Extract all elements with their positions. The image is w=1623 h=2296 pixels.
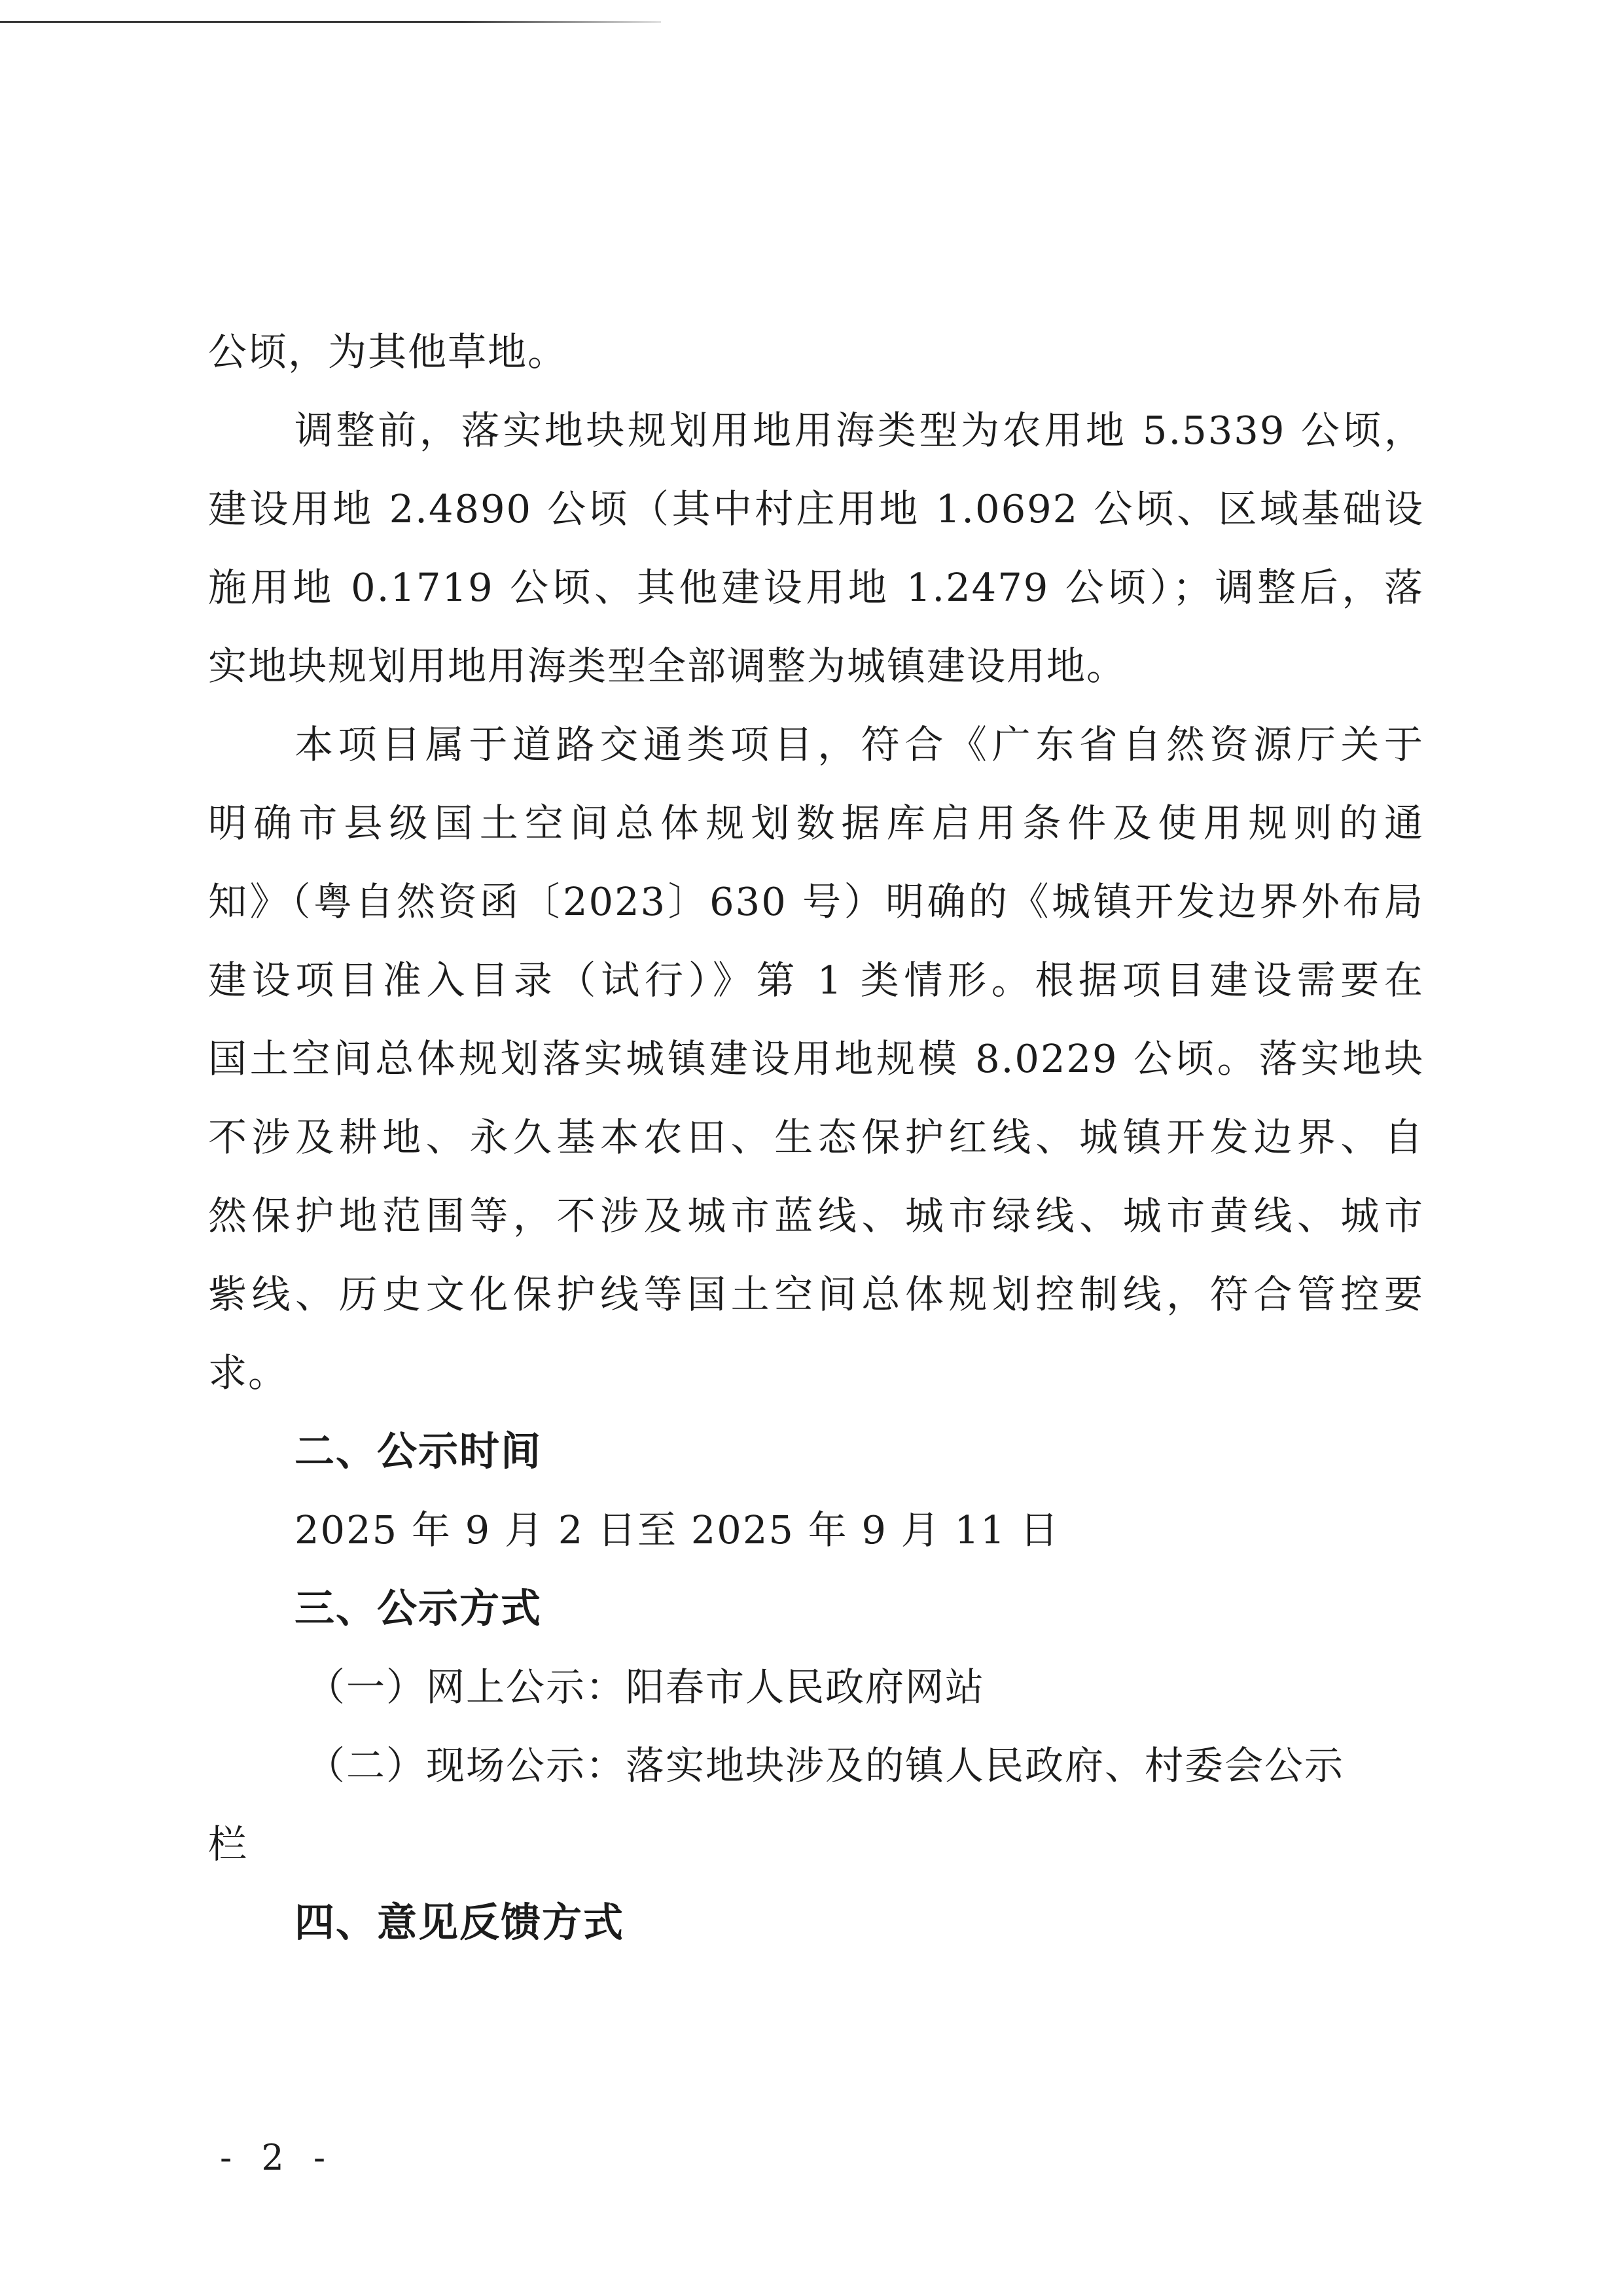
paragraph-line: 然保护地范围等，不涉及城市蓝线、城市绿线、城市黄线、城市 bbox=[208, 1193, 1424, 1238]
section-heading-feedback-method: 四、意见反馈方式 bbox=[294, 1899, 625, 1946]
paragraph-line: 本项目属于道路交通类项目，符合《广东省自然资源厅关于 bbox=[294, 722, 1424, 767]
top-rule bbox=[0, 21, 661, 23]
paragraph-line: 施用地 0.1719 公顷、其他建设用地 1.2479 公顷）；调整后，落 bbox=[208, 565, 1424, 610]
paragraph-line: 不涉及耕地、永久基本农田、生态保护红线、城镇开发边界、自 bbox=[208, 1115, 1424, 1160]
publicity-method-onsite: （二）现场公示：落实地块涉及的镇人民政府、村委会公示 bbox=[306, 1743, 1345, 1788]
paragraph-line: 建设项目准入目录（试行）》第 1 类情形。根据项目建设需要在 bbox=[208, 958, 1424, 1003]
section-heading-publicity-method: 三、公示方式 bbox=[294, 1585, 543, 1632]
publicity-method-online: （一）网上公示：阳春市人民政府网站 bbox=[306, 1664, 986, 1710]
paragraph-line: 国土空间总体规划落实城镇建设用地规模 8.0229 公顷。落实地块 bbox=[208, 1036, 1424, 1081]
paragraph-line: 知》（粤自然资函〔2023〕630 号）明确的《城镇开发边界外布局 bbox=[208, 879, 1424, 924]
publicity-period: 2025 年 9 月 2 日至 2025 年 9 月 11 日 bbox=[294, 1507, 1060, 1552]
paragraph-line: 公顷，为其他草地。 bbox=[208, 329, 568, 374]
paragraph-line: 紫线、历史文化保护线等国土空间总体规划控制线，符合管控要 bbox=[208, 1272, 1424, 1317]
paragraph-line: 实地块规划用地用海类型全部调整为城镇建设用地。 bbox=[208, 643, 1127, 689]
page-number: - 2 - bbox=[220, 2137, 335, 2178]
publicity-method-onsite-continued: 栏 bbox=[208, 1821, 249, 1867]
section-heading-publicity-time: 二、公示时间 bbox=[294, 1428, 543, 1475]
paragraph-line: 调整前，落实地块规划用地用海类型为农用地 5.5339 公顷， bbox=[294, 408, 1424, 453]
paragraph-line: 建设用地 2.4890 公顷（其中村庄用地 1.0692 公顷、区域基础设 bbox=[208, 486, 1424, 531]
paragraph-line: 求。 bbox=[208, 1350, 289, 1395]
paragraph-line: 明确市县级国土空间总体规划数据库启用条件及使用规则的通 bbox=[208, 800, 1424, 846]
